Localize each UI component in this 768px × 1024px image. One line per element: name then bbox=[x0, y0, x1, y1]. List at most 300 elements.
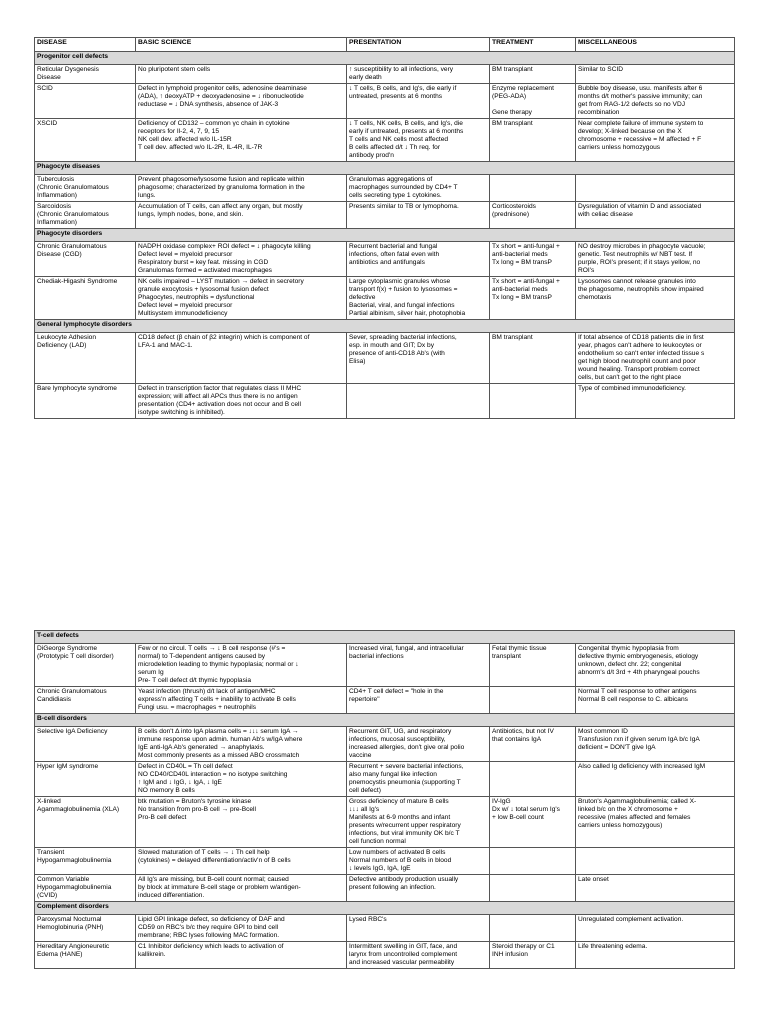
section-title: Complement disorders bbox=[35, 902, 735, 915]
cell-line: Dysregulation of vitamin D and associated bbox=[578, 203, 702, 210]
table-row bbox=[35, 175, 735, 202]
cell-line: Defect level = myeloid precursor bbox=[138, 251, 233, 258]
presentation-cell bbox=[347, 242, 490, 277]
cell-line: Granulomas formed = activated macrophages bbox=[138, 267, 272, 274]
cell-line: All Ig's are missing, but B-cell count normal; caused bbox=[138, 876, 289, 883]
cell-line: Gene therapy bbox=[492, 109, 532, 116]
cell-line: cell defect) bbox=[349, 787, 381, 794]
table-row bbox=[35, 65, 735, 84]
cell-line: receptors for Il-2, 4, 7, 9, 15 bbox=[138, 128, 219, 135]
header-row bbox=[35, 38, 735, 52]
cell-line: Tx long = BM transP bbox=[492, 294, 552, 301]
cell-line: Tx short = anti-fungal + bbox=[492, 278, 560, 285]
cell-line: purple, ROI's present; if it stays yellow, no bbox=[578, 259, 701, 266]
cell-line: Defective antibody production usually bbox=[349, 876, 459, 883]
cell-line: linked b/c on the X chromosome + bbox=[578, 806, 678, 813]
treatment-cell bbox=[490, 119, 576, 162]
cell-line: Agammaglobulinemia (XLA) bbox=[37, 806, 120, 813]
cell-line: Intermittent swelling in GIT, face, and bbox=[349, 943, 458, 950]
cell-line: Large cytoplasmic granules whose bbox=[349, 278, 451, 285]
cell-line: presence of anti-CD18 Ab's (with bbox=[349, 350, 445, 357]
disease-cell bbox=[35, 687, 136, 714]
presentation-cell bbox=[347, 119, 490, 162]
cell-line: transplant bbox=[492, 653, 521, 660]
basic-science-cell bbox=[136, 915, 347, 942]
cell-line: Hyper IgM syndrome bbox=[37, 763, 99, 770]
cell-line: SCID bbox=[37, 85, 53, 92]
cell-line: recombination bbox=[578, 109, 620, 116]
cell-line: NO memory B cells bbox=[138, 787, 195, 794]
cell-line: chemotaxis bbox=[578, 294, 612, 301]
cell-line: Few or no circul. T cells → ↓ B cell response (#'s = bbox=[138, 645, 286, 652]
treatment-cell bbox=[490, 848, 576, 875]
cell-line: anti-bacterial meds bbox=[492, 251, 548, 258]
cell-line: If total absence of CD18 patients die in first bbox=[578, 334, 704, 341]
presentation-cell bbox=[347, 848, 490, 875]
cell-line: Chronic Granulomatous bbox=[37, 688, 107, 695]
cell-line: Also called Ig deficiency with increased IgM bbox=[578, 763, 706, 770]
cell-line: Granulomas aggregations of bbox=[349, 176, 433, 183]
cell-line bbox=[492, 849, 573, 857]
treatment-cell bbox=[490, 942, 576, 969]
cell-line: cells, but can't get to the right place bbox=[578, 374, 682, 381]
cell-line: Increased viral, fungal, and intracellular bbox=[349, 645, 464, 652]
cell-line: BM transplant bbox=[492, 334, 533, 341]
cell-line: Near complete failure of immune system to bbox=[578, 120, 704, 127]
cell-line: Corticosteroids bbox=[492, 203, 536, 210]
misc-cell bbox=[576, 942, 735, 969]
cell-line: C1 Inhibitor deficiency which leads to activation of bbox=[138, 943, 284, 950]
cell-line: Pre- T cell defect d/t thymic hypoplasia bbox=[138, 677, 252, 684]
cell-line: Late onset bbox=[578, 876, 609, 883]
cell-line: Lysed RBC's bbox=[349, 916, 387, 923]
misc-cell bbox=[576, 762, 735, 797]
cell-line: Paroxysmal Nocturnal bbox=[37, 916, 102, 923]
basic-science-cell bbox=[136, 333, 347, 384]
cell-line: CD18 defect (β chain of β2 integrin) which is component of bbox=[138, 334, 310, 341]
section-title: General lymphocyte disorders bbox=[35, 320, 735, 333]
cell-line: INH infusion bbox=[492, 951, 528, 958]
basic-science-cell bbox=[136, 644, 347, 687]
cell-line: NADPH oxidase complex+ ROI defect = ↓ phagocyte killing bbox=[138, 243, 311, 250]
table-row bbox=[35, 942, 735, 969]
cell-line: with celiac disease bbox=[578, 211, 633, 218]
cell-line: Prevent phagosome/lysosome fusion and replicate within bbox=[138, 176, 305, 183]
basic-science-cell bbox=[136, 242, 347, 277]
cell-line: Manifests at 6-9 months and infant bbox=[349, 814, 451, 821]
column-header: MISCELLANEOUS bbox=[576, 38, 735, 52]
cell-line bbox=[578, 176, 732, 184]
misc-cell bbox=[576, 797, 735, 848]
cell-line: (Chronic Granulomatous bbox=[37, 184, 109, 191]
cell-line bbox=[349, 385, 487, 393]
cell-line: get from RAG-1/2 defects so no VDJ bbox=[578, 101, 686, 108]
cell-line bbox=[492, 916, 573, 924]
cell-line: Inflammation) bbox=[37, 192, 77, 199]
cell-line: Candidiasis bbox=[37, 696, 72, 703]
cell-line: (Prototypic T cell disorder) bbox=[37, 653, 114, 660]
cell-line: macrophages surrounded by CD4+ T bbox=[349, 184, 458, 191]
misc-cell bbox=[576, 202, 735, 229]
cell-line: Disease (CGD) bbox=[37, 251, 82, 258]
section-row bbox=[35, 714, 735, 727]
cell-line: present following an infection. bbox=[349, 884, 436, 891]
cell-line: (cytokines) = delayed differentiation/activ'n of B cells bbox=[138, 857, 291, 864]
cell-line: DiGeorge Syndrome bbox=[37, 645, 98, 652]
table-row bbox=[35, 277, 735, 320]
cell-line: ↓↓↓ all Ig's bbox=[349, 806, 380, 813]
cell-line: + low B-cell count bbox=[492, 814, 544, 821]
cell-line: (PEG-ADA) bbox=[492, 93, 527, 100]
cell-line: wound healing. Transport problem correct bbox=[578, 366, 700, 373]
cell-line: Enzyme replacement bbox=[492, 85, 554, 92]
cell-line: membrane; RBC lyses following MAC formation. bbox=[138, 932, 280, 939]
cell-line: (Chronic Granulomatous bbox=[37, 211, 109, 218]
disease-cell bbox=[35, 202, 136, 229]
cell-line: ↓ levels IgG, IgA, IgE bbox=[349, 865, 411, 872]
misc-cell bbox=[576, 242, 735, 277]
cell-line: Most commonly presents as a missed ABO crossmatch bbox=[138, 752, 300, 759]
misc-cell bbox=[576, 727, 735, 762]
cell-line: antibody prod'n bbox=[349, 152, 394, 159]
cell-line: Type of combined immunodeficiency. bbox=[578, 385, 686, 392]
misc-cell bbox=[576, 848, 735, 875]
disease-cell bbox=[35, 277, 136, 320]
cell-line: B cells don't Δ into IgA plasma cells = ↓↓↓ serum IgA → bbox=[138, 728, 299, 735]
disease-cell bbox=[35, 119, 136, 162]
cell-line: btk mutation = Bruton's tyrosine kinase bbox=[138, 798, 252, 805]
treatment-cell bbox=[490, 65, 576, 84]
cell-line: presentation (CD4+ activation does not occur and B cell bbox=[138, 401, 301, 408]
cell-line: Bubble boy disease, usu. manifests after 6 bbox=[578, 85, 703, 92]
cell-line: Defect in transcription factor that regulates class II MHC bbox=[138, 385, 302, 392]
cell-line: chromosome + recessive = M affected + F bbox=[578, 136, 702, 143]
table-row bbox=[35, 84, 735, 119]
cell-line: Low numbers of activated B cells bbox=[349, 849, 446, 856]
cell-line: early death bbox=[349, 74, 382, 81]
cell-line: Slowed maturation of T cells → ↓ Th cell help bbox=[138, 849, 270, 856]
column-header: TREATMENT bbox=[490, 38, 576, 52]
cell-line: BM transplant bbox=[492, 66, 533, 73]
basic-science-cell bbox=[136, 848, 347, 875]
cell-line bbox=[492, 876, 573, 884]
cell-line: No pluripotent stem cells bbox=[138, 66, 211, 73]
column-header: PRESENTATION bbox=[347, 38, 490, 52]
cell-line: CD59 on RBC's b/c they require GPI to bind cell bbox=[138, 924, 279, 931]
cell-line: Most common ID bbox=[578, 728, 628, 735]
table-row bbox=[35, 687, 735, 714]
cell-line: Sarcoidosis bbox=[37, 203, 72, 210]
cell-line: Deficiency (LAD) bbox=[37, 342, 87, 349]
presentation-cell bbox=[347, 202, 490, 229]
cell-line: defective thymic embryogenesis, etiology bbox=[578, 653, 699, 660]
cell-line: increased allergies, don't give oral polio bbox=[349, 744, 465, 751]
cell-line: cells secreting type 1 cytokines. bbox=[349, 192, 442, 199]
cell-line: endothelium so can't enter infected tissue s bbox=[578, 350, 705, 357]
misc-cell bbox=[576, 84, 735, 119]
cell-line: B cells affected d/t ↓ Th req. for bbox=[349, 144, 441, 151]
disease-cell bbox=[35, 84, 136, 119]
cell-line: Tx long = BM transP bbox=[492, 259, 552, 266]
cell-line: repertoire" bbox=[349, 696, 380, 703]
cell-line: bacterial infections bbox=[349, 653, 404, 660]
cell-line: Sever, spreading bacterial infections, bbox=[349, 334, 457, 341]
cell-line: Yeast infection (thrush) d/t lack of antigen/MHC bbox=[138, 688, 276, 695]
cell-line: vaccine bbox=[349, 752, 372, 759]
disease-cell bbox=[35, 875, 136, 902]
table-row bbox=[35, 119, 735, 162]
cell-line: recessive (males affected and females bbox=[578, 814, 691, 821]
cell-line: cell function normal bbox=[349, 838, 406, 845]
section-title: Progenitor cell defects bbox=[35, 52, 735, 65]
cell-line: Normal B cell response to C. albicans bbox=[578, 696, 688, 703]
cell-line: IV-IgG bbox=[492, 798, 511, 805]
cell-line: Chronic Granulomatous bbox=[37, 243, 107, 250]
table-row bbox=[35, 727, 735, 762]
cell-line: ↑ susceptibility to all infections, very bbox=[349, 66, 454, 73]
cell-line: Tuberculosis bbox=[37, 176, 75, 183]
cell-line: Normal numbers of B cells in blood bbox=[349, 857, 452, 864]
cell-line: Hypogammaglobulinemia bbox=[37, 884, 112, 891]
cell-line: Inflammation) bbox=[37, 219, 77, 226]
treatment-cell bbox=[490, 384, 576, 419]
cell-line: esp. in mouth and GIT; Dx by bbox=[349, 342, 435, 349]
misc-cell bbox=[576, 175, 735, 202]
section-title: Phagocyte diseases bbox=[35, 162, 735, 175]
cell-line: express'n affecting T cells + inability to activate B cells bbox=[138, 696, 296, 703]
cell-line: develop; X-linked because on the X bbox=[578, 128, 682, 135]
cell-line: Hypogammaglobulinemia bbox=[37, 857, 112, 864]
cell-line: ↓ T cells, B cells, and Ig's, die early if bbox=[349, 85, 457, 92]
disease-cell bbox=[35, 644, 136, 687]
cell-line: NK cells impaired – LYST mutation → defect in secretory bbox=[138, 278, 304, 285]
cell-line: induced differentiation. bbox=[138, 892, 205, 899]
cell-line: XSCID bbox=[37, 120, 58, 127]
cell-line: CD4+ T cell defect = "hole in the bbox=[349, 688, 444, 695]
cell-line: defective bbox=[349, 294, 376, 301]
presentation-cell bbox=[347, 333, 490, 384]
cell-line: larynx from uncontrolled complement bbox=[349, 951, 458, 958]
table-row bbox=[35, 875, 735, 902]
cell-line: Edema (HANE) bbox=[37, 951, 83, 958]
section-title: T-cell defects bbox=[35, 631, 735, 644]
cell-line bbox=[492, 763, 573, 771]
cell-line: Bacterial, viral, and fungal infections bbox=[349, 302, 455, 309]
cell-line: ↓ T cells, NK cells, B cells, and Ig's, die bbox=[349, 120, 463, 127]
disease-cell bbox=[35, 848, 136, 875]
disease-cell bbox=[35, 384, 136, 419]
treatment-cell bbox=[490, 333, 576, 384]
cell-line: microdeletion leading to thymic hypoplasia; normal or ↓ bbox=[138, 661, 299, 668]
misc-cell bbox=[576, 277, 735, 320]
cell-line: Bruton's Agammaglobulinemia; called X- bbox=[578, 798, 697, 805]
misc-cell bbox=[576, 333, 735, 384]
cell-line: phagosome; characterized by granuloma formation in the bbox=[138, 184, 305, 191]
cell-line: get high blood neutrophil count and poor bbox=[578, 358, 697, 365]
cell-line: No transition from pro-B cell → pre-Bcell bbox=[138, 806, 256, 813]
treatment-cell bbox=[490, 277, 576, 320]
disease-cell bbox=[35, 175, 136, 202]
disease-cell bbox=[35, 242, 136, 277]
presentation-cell bbox=[347, 644, 490, 687]
cell-line: Recurrent bacterial and fungal bbox=[349, 243, 438, 250]
cell-line: also many fungal like infection bbox=[349, 771, 437, 778]
misc-cell bbox=[576, 384, 735, 419]
cell-line: by block at immature B-cell stage or problem w/antigen- bbox=[138, 884, 301, 891]
cell-line: T cell dev. affected w/o IL-2R, IL-4R, IL-7R bbox=[138, 144, 263, 151]
table-row bbox=[35, 202, 735, 229]
misc-cell bbox=[576, 687, 735, 714]
column-header: DISEASE bbox=[35, 38, 136, 52]
treatment-cell bbox=[490, 175, 576, 202]
treatment-cell bbox=[490, 84, 576, 119]
cell-line: Tx short = anti-fungal + bbox=[492, 243, 560, 250]
cell-line: Defect in lymphoid progenitor cells, adenosine deaminase bbox=[138, 85, 307, 92]
cell-line: Partial albinism, silver hair, photophobia bbox=[349, 310, 466, 317]
cell-line: Similar to SCID bbox=[578, 66, 624, 73]
disease-cell bbox=[35, 942, 136, 969]
table-row bbox=[35, 762, 735, 797]
cell-line: Defect level = myeloid precursor bbox=[138, 302, 233, 309]
cell-line: Recurrent + severe bacterial infections, bbox=[349, 763, 464, 770]
cell-line: (ADA), ↑ deoxyATP + deoxyadenosine = ↓ ribonucleotide bbox=[138, 93, 304, 100]
cell-line: carriers unless homozygous) bbox=[578, 822, 663, 829]
disease-cell bbox=[35, 65, 136, 84]
misc-cell bbox=[576, 119, 735, 162]
cell-line: Elisa) bbox=[349, 358, 366, 365]
cell-line: genetic. Test neutrophils w/ NBT test. If bbox=[578, 251, 693, 258]
cell-line: Transfusion rxn if given serum IgA b/c IgA bbox=[578, 736, 700, 743]
cell-line: transport f(x) + fusion to lysosomes = bbox=[349, 286, 458, 293]
cell-line bbox=[492, 176, 573, 184]
cell-line: Leukocyte Adhesion bbox=[37, 334, 97, 341]
basic-science-cell bbox=[136, 84, 347, 119]
cell-line: normal) to T-dependent antigens caused by bbox=[138, 653, 266, 660]
misc-cell bbox=[576, 915, 735, 942]
cell-line: Selective IgA Deficiency bbox=[37, 728, 108, 735]
treatment-cell bbox=[490, 242, 576, 277]
disease-cell bbox=[35, 762, 136, 797]
basic-science-cell bbox=[136, 384, 347, 419]
basic-science-cell bbox=[136, 762, 347, 797]
cell-line: infections, often fatal even with bbox=[349, 251, 440, 258]
cell-line: BM transplant bbox=[492, 120, 533, 127]
disease-cell bbox=[35, 797, 136, 848]
cell-line: (CVID) bbox=[37, 892, 58, 899]
basic-science-cell bbox=[136, 727, 347, 762]
cell-line: Bare lymphocyte syndrome bbox=[37, 385, 117, 392]
cell-line: ↑ IgM and ↓ IgG, ↓ IgA, ↓ IgE bbox=[138, 779, 222, 786]
cell-line: granule exocytosis + lysosomal fusion defect bbox=[138, 286, 269, 293]
table-row bbox=[35, 333, 735, 384]
presentation-cell bbox=[347, 875, 490, 902]
cell-line: Presents similar to TB or lymophoma. bbox=[349, 203, 459, 210]
presentation-cell bbox=[347, 915, 490, 942]
presentation-cell bbox=[347, 942, 490, 969]
cell-line: months d/t mother's passive immunity; can bbox=[578, 93, 703, 100]
cell-line: reductase = ↓ DNA synthesis, absence of JAK-3 bbox=[138, 101, 279, 108]
cell-line: that contains IgA bbox=[492, 736, 542, 743]
treatment-cell bbox=[490, 727, 576, 762]
cell-line: early if untreated, presents at 6 months bbox=[349, 128, 464, 135]
presentation-cell bbox=[347, 277, 490, 320]
cell-line: Unregulated complement activation. bbox=[578, 916, 684, 923]
cell-line: Respiratory burst = key feat. missing in CGD bbox=[138, 259, 269, 266]
section-title: Phagocyte disorders bbox=[35, 229, 735, 242]
cell-line: NO CD40/CD40L interaction = no isotype switching bbox=[138, 771, 288, 778]
cell-line: lungs. bbox=[138, 192, 156, 199]
disease-cell bbox=[35, 727, 136, 762]
table-row bbox=[35, 644, 735, 687]
section-row bbox=[35, 229, 735, 242]
table-row bbox=[35, 384, 735, 419]
section-row bbox=[35, 52, 735, 65]
cell-line: NO destroy microbes in phagocyte vacuole; bbox=[578, 243, 706, 250]
cell-line: anti-bacterial meds bbox=[492, 286, 548, 293]
cell-line: year, phagos can't adhere to leukocytes or bbox=[578, 342, 702, 349]
cell-line: Antibiotics, but not IV bbox=[492, 728, 554, 735]
treatment-cell bbox=[490, 875, 576, 902]
cell-line: Dx w/ ↓ total serum Ig's bbox=[492, 806, 560, 813]
cell-line: Pro-B cell defect bbox=[138, 814, 187, 821]
treatment-cell bbox=[490, 762, 576, 797]
treatment-cell bbox=[490, 202, 576, 229]
cell-line: X-linked bbox=[37, 798, 61, 805]
presentation-cell bbox=[347, 384, 490, 419]
cell-line: Hemoglobinuria (PNH) bbox=[37, 924, 104, 931]
cell-line: Chediak-Higashi Syndrome bbox=[37, 278, 118, 285]
cell-line: Fungi usu. = macrophages + neutrophils bbox=[138, 704, 257, 711]
cell-line: Life threatening edema. bbox=[578, 943, 648, 950]
section-row bbox=[35, 631, 735, 644]
cell-line: ROI's bbox=[578, 267, 595, 274]
cell-line: Gross deficiency of mature B cells bbox=[349, 798, 449, 805]
cell-line bbox=[492, 385, 573, 393]
cell-line: Congenital thymic hypoplasia from bbox=[578, 645, 679, 652]
cell-line: LFA-1 and MAC-1. bbox=[138, 342, 193, 349]
cell-line: infections, mucosal susceptibility, bbox=[349, 736, 446, 743]
cell-line: isotype switching is inhibited). bbox=[138, 409, 225, 416]
cell-line: deficient = DON'T give IgA bbox=[578, 744, 656, 751]
cell-line: T cells and NK cells most affected bbox=[349, 136, 449, 143]
cell-line: lungs, lymph nodes, bone, and skin. bbox=[138, 211, 244, 218]
disease-cell bbox=[35, 915, 136, 942]
treatment-cell bbox=[490, 797, 576, 848]
cell-line: Steroid therapy or C1 bbox=[492, 943, 555, 950]
table-row bbox=[35, 848, 735, 875]
table-row bbox=[35, 797, 735, 848]
section-row bbox=[35, 902, 735, 915]
basic-science-cell bbox=[136, 277, 347, 320]
cell-line: Normal T cell response to other antigens bbox=[578, 688, 697, 695]
basic-science-cell bbox=[136, 175, 347, 202]
basic-science-cell bbox=[136, 687, 347, 714]
cell-line: infections, but viral immunity OK b/c T bbox=[349, 830, 460, 837]
cell-line: Transient bbox=[37, 849, 65, 856]
section-row bbox=[35, 320, 735, 333]
section-row bbox=[35, 162, 735, 175]
cell-line: Common Variable bbox=[37, 876, 90, 883]
presentation-cell bbox=[347, 65, 490, 84]
basic-science-cell bbox=[136, 875, 347, 902]
presentation-cell bbox=[347, 687, 490, 714]
treatment-cell bbox=[490, 915, 576, 942]
cell-line: expression; will affect all APCs thus there is no antigen bbox=[138, 393, 298, 400]
presentation-cell bbox=[347, 762, 490, 797]
cell-line: Hereditary Angioneuretic bbox=[37, 943, 110, 950]
cell-line: kallikrein. bbox=[138, 951, 166, 958]
table-row bbox=[35, 915, 735, 942]
